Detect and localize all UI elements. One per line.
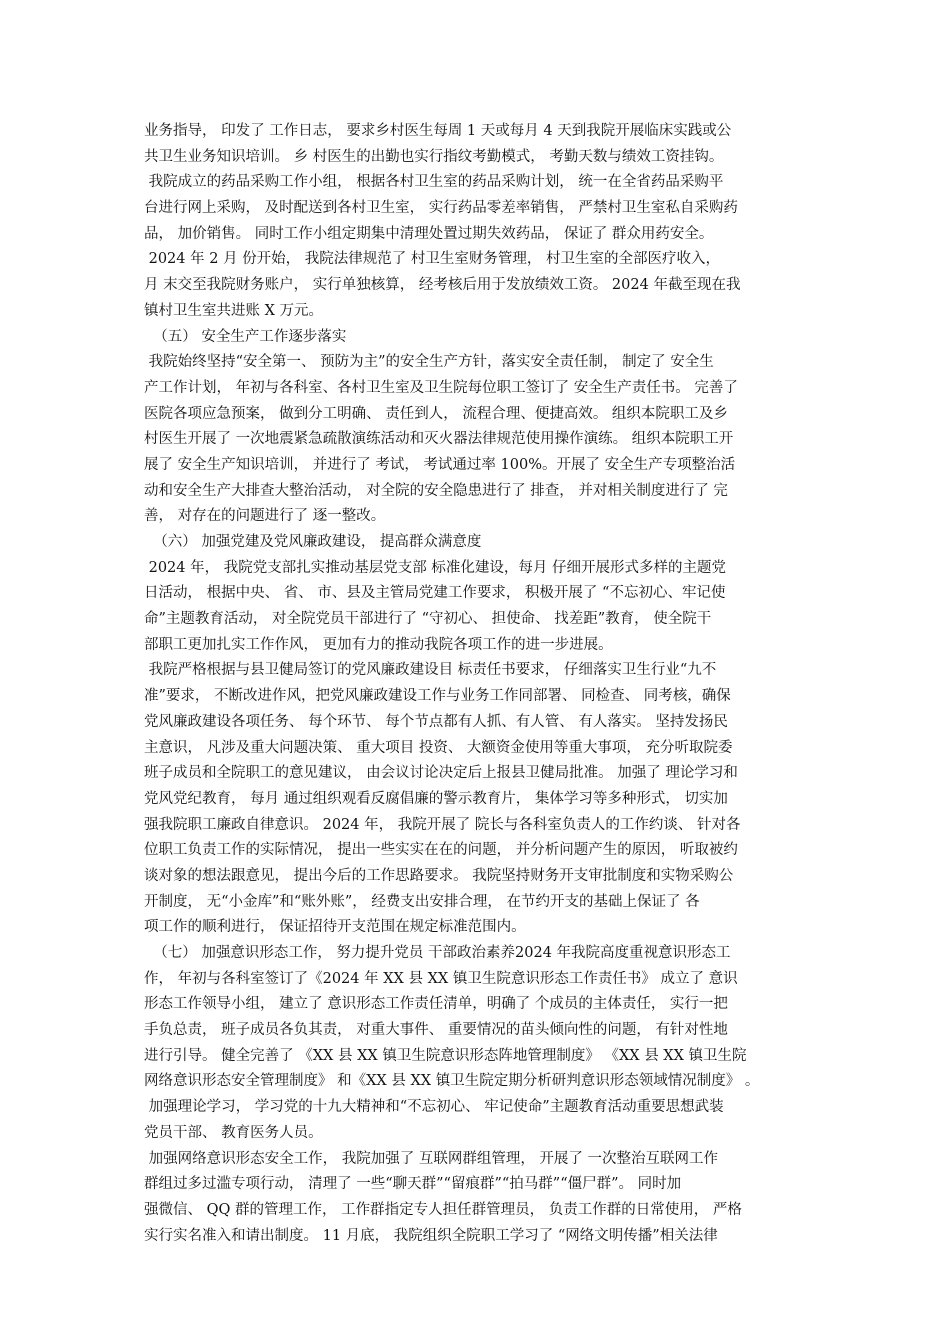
section-heading-5: （五） 安全生产工作逐步落实 bbox=[144, 328, 347, 345]
body-text-line: 镇村卫生室共进账 X 万元。 bbox=[144, 302, 324, 319]
body-text-line: 主意识， 凡涉及重大问题决策、 重大项目 投资、 大额资金使用等重大事项， 充分听取院委 bbox=[144, 739, 733, 756]
body-text-line: 手负总责， 班子成员各负其责， 对重大事件、 重要情况的苗头倾向性的问题， 有针对性地 bbox=[144, 1022, 728, 1039]
body-text-line: 实行实名准入和请出制度。 11 月底， 我院组织全院职工学习了 “网络文明传播”相关法律 bbox=[144, 1227, 718, 1244]
body-text-line: 加强理论学习， 学习党的十九大精神和“不忘初心、 牢记使命”主题教育活动重要思想武装 bbox=[144, 1099, 724, 1116]
body-text-line: 我院始终坚持“安全第一、 预防为主”的安全生产方针，落实安全责任制， 制定了 安全生 bbox=[144, 354, 714, 371]
body-text-line: 产工作计划， 年初与各科室、各村卫生室及卫生院每位职工签订了 安全生产责任书。 完善了 bbox=[144, 379, 738, 396]
body-text-line: 位职工负责工作的实际情况， 提出一些实实在在的问题， 并分析问题产生的原因， 听取被约 bbox=[144, 842, 738, 859]
section-heading-7: （七） 加强意识形态工作， 努力提升党员 干部政治素养2024 年我院高度重视意识形态工 bbox=[144, 945, 731, 961]
body-text-line: 月 末交至我院财务账户， 实行单独核算， 经考核后用于发放绩效工资。 2024 年截至现在我 bbox=[144, 277, 741, 294]
body-text-line: 我院严格根据与县卫健局签订的党风廉政建设目 标责任书要求， 仔细落实卫生行业“九不 bbox=[144, 662, 717, 679]
body-text-line: 动和安全生产大排查大整治活动， 对全院的安全隐患进行了 排查， 并对相关制度进行了 完 bbox=[144, 482, 728, 499]
body-text-line: 党风廉政建设各项任务、 每个环节、 每个节点都有人抓、有人管、 有人落实。 坚持发扬民 bbox=[144, 713, 728, 730]
body-text-line: 党员干部、 教育医务人员。 bbox=[144, 1124, 323, 1141]
body-text-line: 加强网络意识形态安全工作， 我院加强了 互联网群组管理， 开展了 一次整治互联网工作 bbox=[144, 1150, 719, 1167]
body-text-line: 强我院职工廉政自律意识。 2024 年， 我院开展了 院长与各科室负责人的工作约谈、 针对各 bbox=[144, 816, 741, 833]
body-text-line: 强微信、 QQ 群的管理工作， 工作群指定专人担任群管理员， 负责工作群的日常使用， 严格 bbox=[144, 1201, 742, 1218]
body-text-line: 我院成立的药品采购工作小组， 根据各村卫生室的药品采购计划， 统一在全省药品采购平 bbox=[144, 174, 724, 191]
body-text-line: 善， 对存在的问题进行了 逐一整改。 bbox=[144, 508, 386, 525]
body-text-line: 网络意识形态安全管理制度》 和《XX 县 XX 镇卫生院定期分析研判意识形态领域情况制度》 。 bbox=[144, 1073, 760, 1090]
body-text-line: 群组过多过滥专项行动， 清理了 一些“聊天群”“留痕群”“拍马群”“僵尸群”。 同时加 bbox=[144, 1176, 682, 1193]
body-text-line: 班子成员和全院职工的意见建议， 由会议讨论决定后上报县卫健局批准。 加强了 理论学习和 bbox=[144, 765, 738, 782]
body-text-line: 项工作的顺利进行， 保证招待开支范围在规定标准范围内。 bbox=[144, 919, 526, 936]
body-text-line: 作， 年初与各科室签订了《2024 年 XX 县 XX 镇卫生院意识形态工作责任书》 成立了 意识 bbox=[144, 970, 738, 987]
body-text-line: 准”要求， 不断改进作风，把党风廉政建设工作与业务工作同部署、 同检查、 同考核，确保 bbox=[144, 688, 731, 705]
body-text-line: 共卫生业务知识培训。 乡 村医生的出勤也实行指纹考勤模式， 考勤天数与绩效工资挂钩。 bbox=[144, 148, 724, 165]
body-text-line: 党风党纪教育， 每月 通过组织观看反腐倡廉的警示教育片， 集体学习等多种形式， 切实加 bbox=[144, 790, 728, 807]
body-text-line: 日活动， 根据中央、 省、 市、县及主管局党建工作要求， 积极开展了 “不忘初心、牢记使 bbox=[144, 585, 726, 602]
body-text-line: 展了 安全生产知识培训， 并进行了 考试， 考试通过率 100%。开展了 安全生产专项整治活 bbox=[144, 456, 736, 473]
body-text-line: 形态工作领导小组， 建立了 意识形态工作责任清单，明确了 个成员的主体责任， 实行一把 bbox=[144, 996, 728, 1013]
body-text-line: 医院各项应急预案， 做到分工明确、 责任到人， 流程合理、便捷高效。 组织本院职工及乡 bbox=[144, 405, 728, 422]
body-text-line: 部职工更加扎实工作作风， 更加有力的推动我院各项工作的进一步进展。 bbox=[144, 636, 613, 653]
body-text-line: 台进行网上采购， 及时配送到各村卫生室， 实行药品零差率销售， 严禁村卫生室私自采购药 bbox=[144, 200, 738, 217]
body-text-line: 品， 加价销售。 同时工作小组定期集中清理处置过期失效药品， 保证了 群众用药安全。 bbox=[144, 225, 714, 242]
body-text-line: 2024 年， 我院党支部扎实推动基层党支部 标准化建设，每月 仔细开展形式多样的主题党 bbox=[144, 559, 726, 576]
body-text-line: 谈对象的想法跟意见， 提出今后的工作思路要求。 我院坚持财务开支审批制度和实物采购公 bbox=[144, 867, 734, 884]
body-text-line: 进行引导。 健全完善了 《XX 县 XX 镇卫生院意识形态阵地管理制度》 《XX 县 XX 镇卫生院 bbox=[144, 1047, 747, 1064]
section-heading-6: （六） 加强党建及党风廉政建设， 提高群众满意度 bbox=[144, 534, 482, 550]
body-text-line: 业务指导， 印发了 工作日志， 要求乡村医生每周 1 天或每月 4 天到我院开展临床实践或公 bbox=[144, 123, 732, 139]
body-text-line: 命”主题教育活动， 对全院党员干部进行了 “守初心、 担使命、 找差距”教育， 使全院干 bbox=[144, 611, 712, 628]
body-text-line: 开制度， 无“小金库”和“账外账”， 经费支出安排合理， 在节约开支的基础上保证了 各 bbox=[144, 893, 700, 910]
document-page bbox=[144, 119, 816, 1249]
body-text-line: 2024 年 2 月 份开始， 我院法律规范了 村卫生室财务管理， 村卫生室的全部医疗收入， bbox=[144, 251, 720, 268]
body-text-line: 村医生开展了 一次地震紧急疏散演练活动和灭火器法律规范使用操作演练。 组织本院职工开 bbox=[144, 431, 734, 448]
